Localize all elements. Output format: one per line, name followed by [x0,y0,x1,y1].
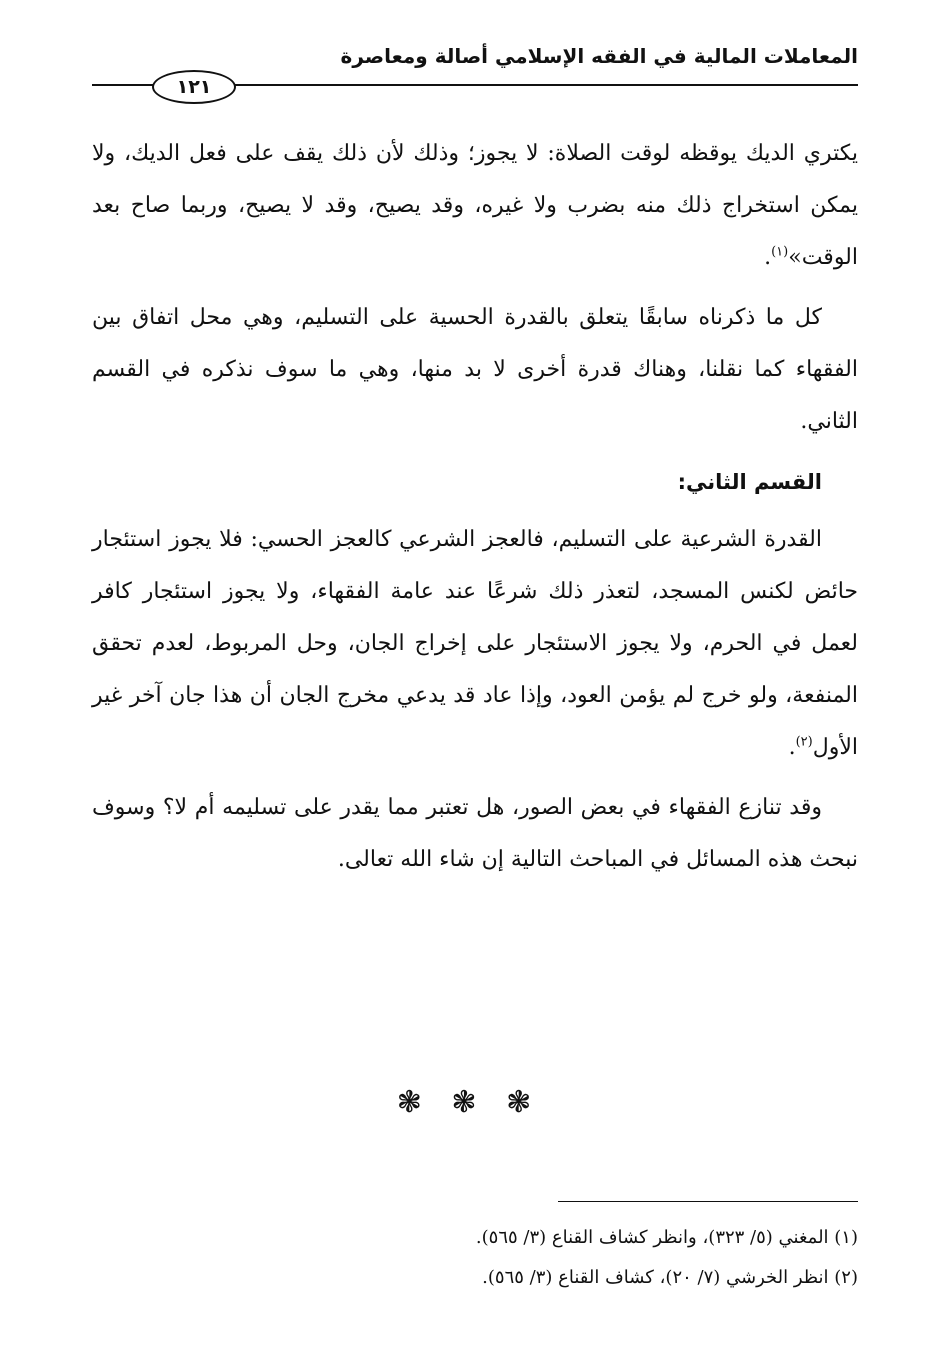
footnote-rule [558,1201,858,1202]
footnote-1: (١) المغني (٥/ ٣٢٣)، وانظر كشاف القناع (٣/ ٥٦٥). [475,1227,858,1248]
paragraph-1-period: . [764,245,772,270]
paragraph-3-text: القدرة الشرعية على التسليم، فالعجز الشرعي كالعجز الحسي: فلا يجوز استئجار حائض لكنس المسجد، لتعذر ذلك شرعًا عند عامة الفقهاء، ولا يجوز استئجار كافر لعمل في الحرم، ولا يجوز الاستئجار على إخراج الجان، وحل المربوط، لعدم تحقق المنفعة، ولو خرج لم يؤمن العود، وإذا عاد قد يدعي مخرج الجان أن هذا جان آخر غير الأول [92,527,858,760]
paragraph-1 [92,128,858,284]
paragraph-2: كل ما ذكرناه سابقًا يتعلق بالقدرة الحسية على التسليم، وهي محل اتفاق بين الفقهاء كما نقلنا، وهناك قدرة أخرى لا بد منها، وهي ما سوف نذكره في القسم الثاني. [92,305,858,434]
footnotes [92,1218,858,1298]
page-number: ١٢١ [152,70,236,104]
footnote-ref-1: (١) [771,244,789,260]
paragraph-3-period: . [788,735,796,760]
footnote-2: (٢) انظر الخرشي (٧/ ٢٠)، كشاف القناع (٣/ ٥٦٥). [482,1267,858,1288]
ornament-divider: ❃ ❃ ❃ [396,1085,542,1120]
running-header-title: المعاملات المالية في الفقه الإسلامي أصالة ومعاصرة [340,44,858,68]
footnote-ref-2: (٢) [795,734,813,750]
paragraph-1-text: يكتري الديك يوقظه لوقت الصلاة: لا يجوز؛ وذلك لأن ذلك يقف على فعل الديك، ولا يمكن استخراج ذلك منه بضرب ولا غيره، وقد يصيح، وقد لا يصيح، وربما صاح بعد الوقت» [92,141,858,270]
paragraph-4: وقد تنازع الفقهاء في بعض الصور، هل تعتبر مما يقدر على تسليمه أم لا؟ وسوف نبحث هذه المسائل في المباحث التالية إن شاء الله تعالى. [92,795,858,872]
paragraph-3 [92,514,858,774]
body-text [92,128,858,894]
section-heading: القسم الثاني: [677,470,822,494]
